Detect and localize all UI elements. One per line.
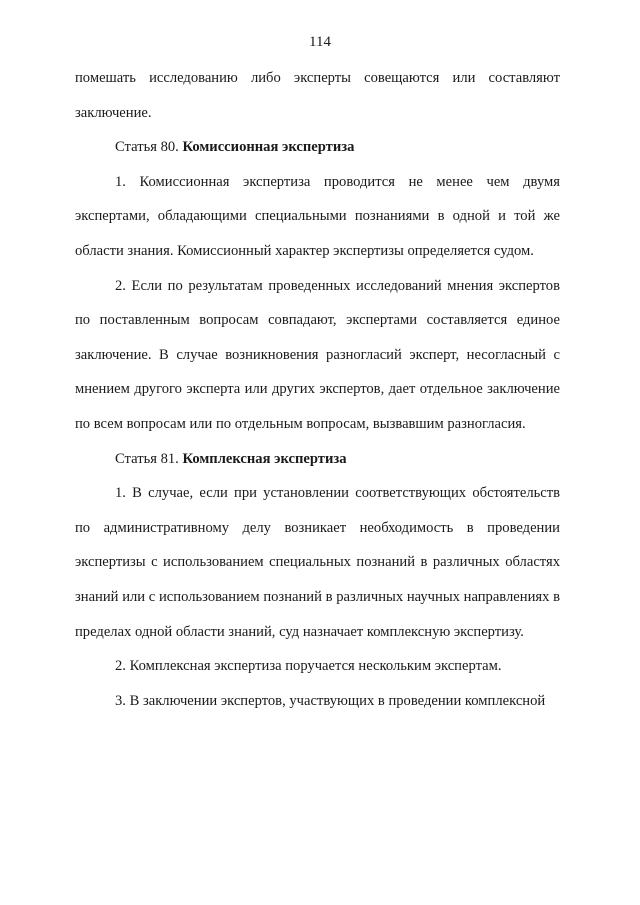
article-81-heading xyxy=(75,442,560,477)
article-81-paragraph-3: 3. В заключении экспертов, участвующих в проведении комплексной xyxy=(115,692,546,709)
article-80-title: Комиссионная экспертиза xyxy=(182,139,355,156)
paragraph-continuation: помешать исследованию либо эксперты совещаются или составляют заключение. xyxy=(75,70,560,121)
page-number: 114 xyxy=(309,34,331,50)
article-81-title: Комплексная экспертиза xyxy=(182,450,347,467)
article-80-paragraph-2: 2. Если по результатам проведенных исследований мнения экспертов по поставленным вопросам совпадают, экспертами составляется единое заключение. В случае возникновения разногласий эксперт, несогласный с мнением другого эксперта или других экспертов, дает отдельное заключение по всем вопросам или по отдельным вопросам, вызвавшим разногласия. xyxy=(75,277,560,432)
article-81-paragraph-1: 1. В случае, если при установлении соответствующих обстоятельств по административному делу возникает необходимость в проведении экспертизы с использованием специальных познаний в различных областях знаний или с использованием познаний в различных научных направлениях в пределах одной области знаний, суд назначает комплексную экспертизу. xyxy=(75,485,560,640)
article-81-number: Статья 81. xyxy=(115,450,183,467)
article-80-number: Статья 80. xyxy=(115,139,183,156)
article-80-heading xyxy=(75,130,560,165)
document-body xyxy=(75,61,560,718)
article-81-paragraph-2: 2. Комплексная экспертиза поручается нескольким экспертам. xyxy=(115,658,502,675)
article-80-paragraph-1: 1. Комиссионная экспертиза проводится не менее чем двумя экспертами, обладающими специальными познаниями в одной и той же области знания. Комиссионный характер экспертизы определяется судом. xyxy=(75,173,560,259)
